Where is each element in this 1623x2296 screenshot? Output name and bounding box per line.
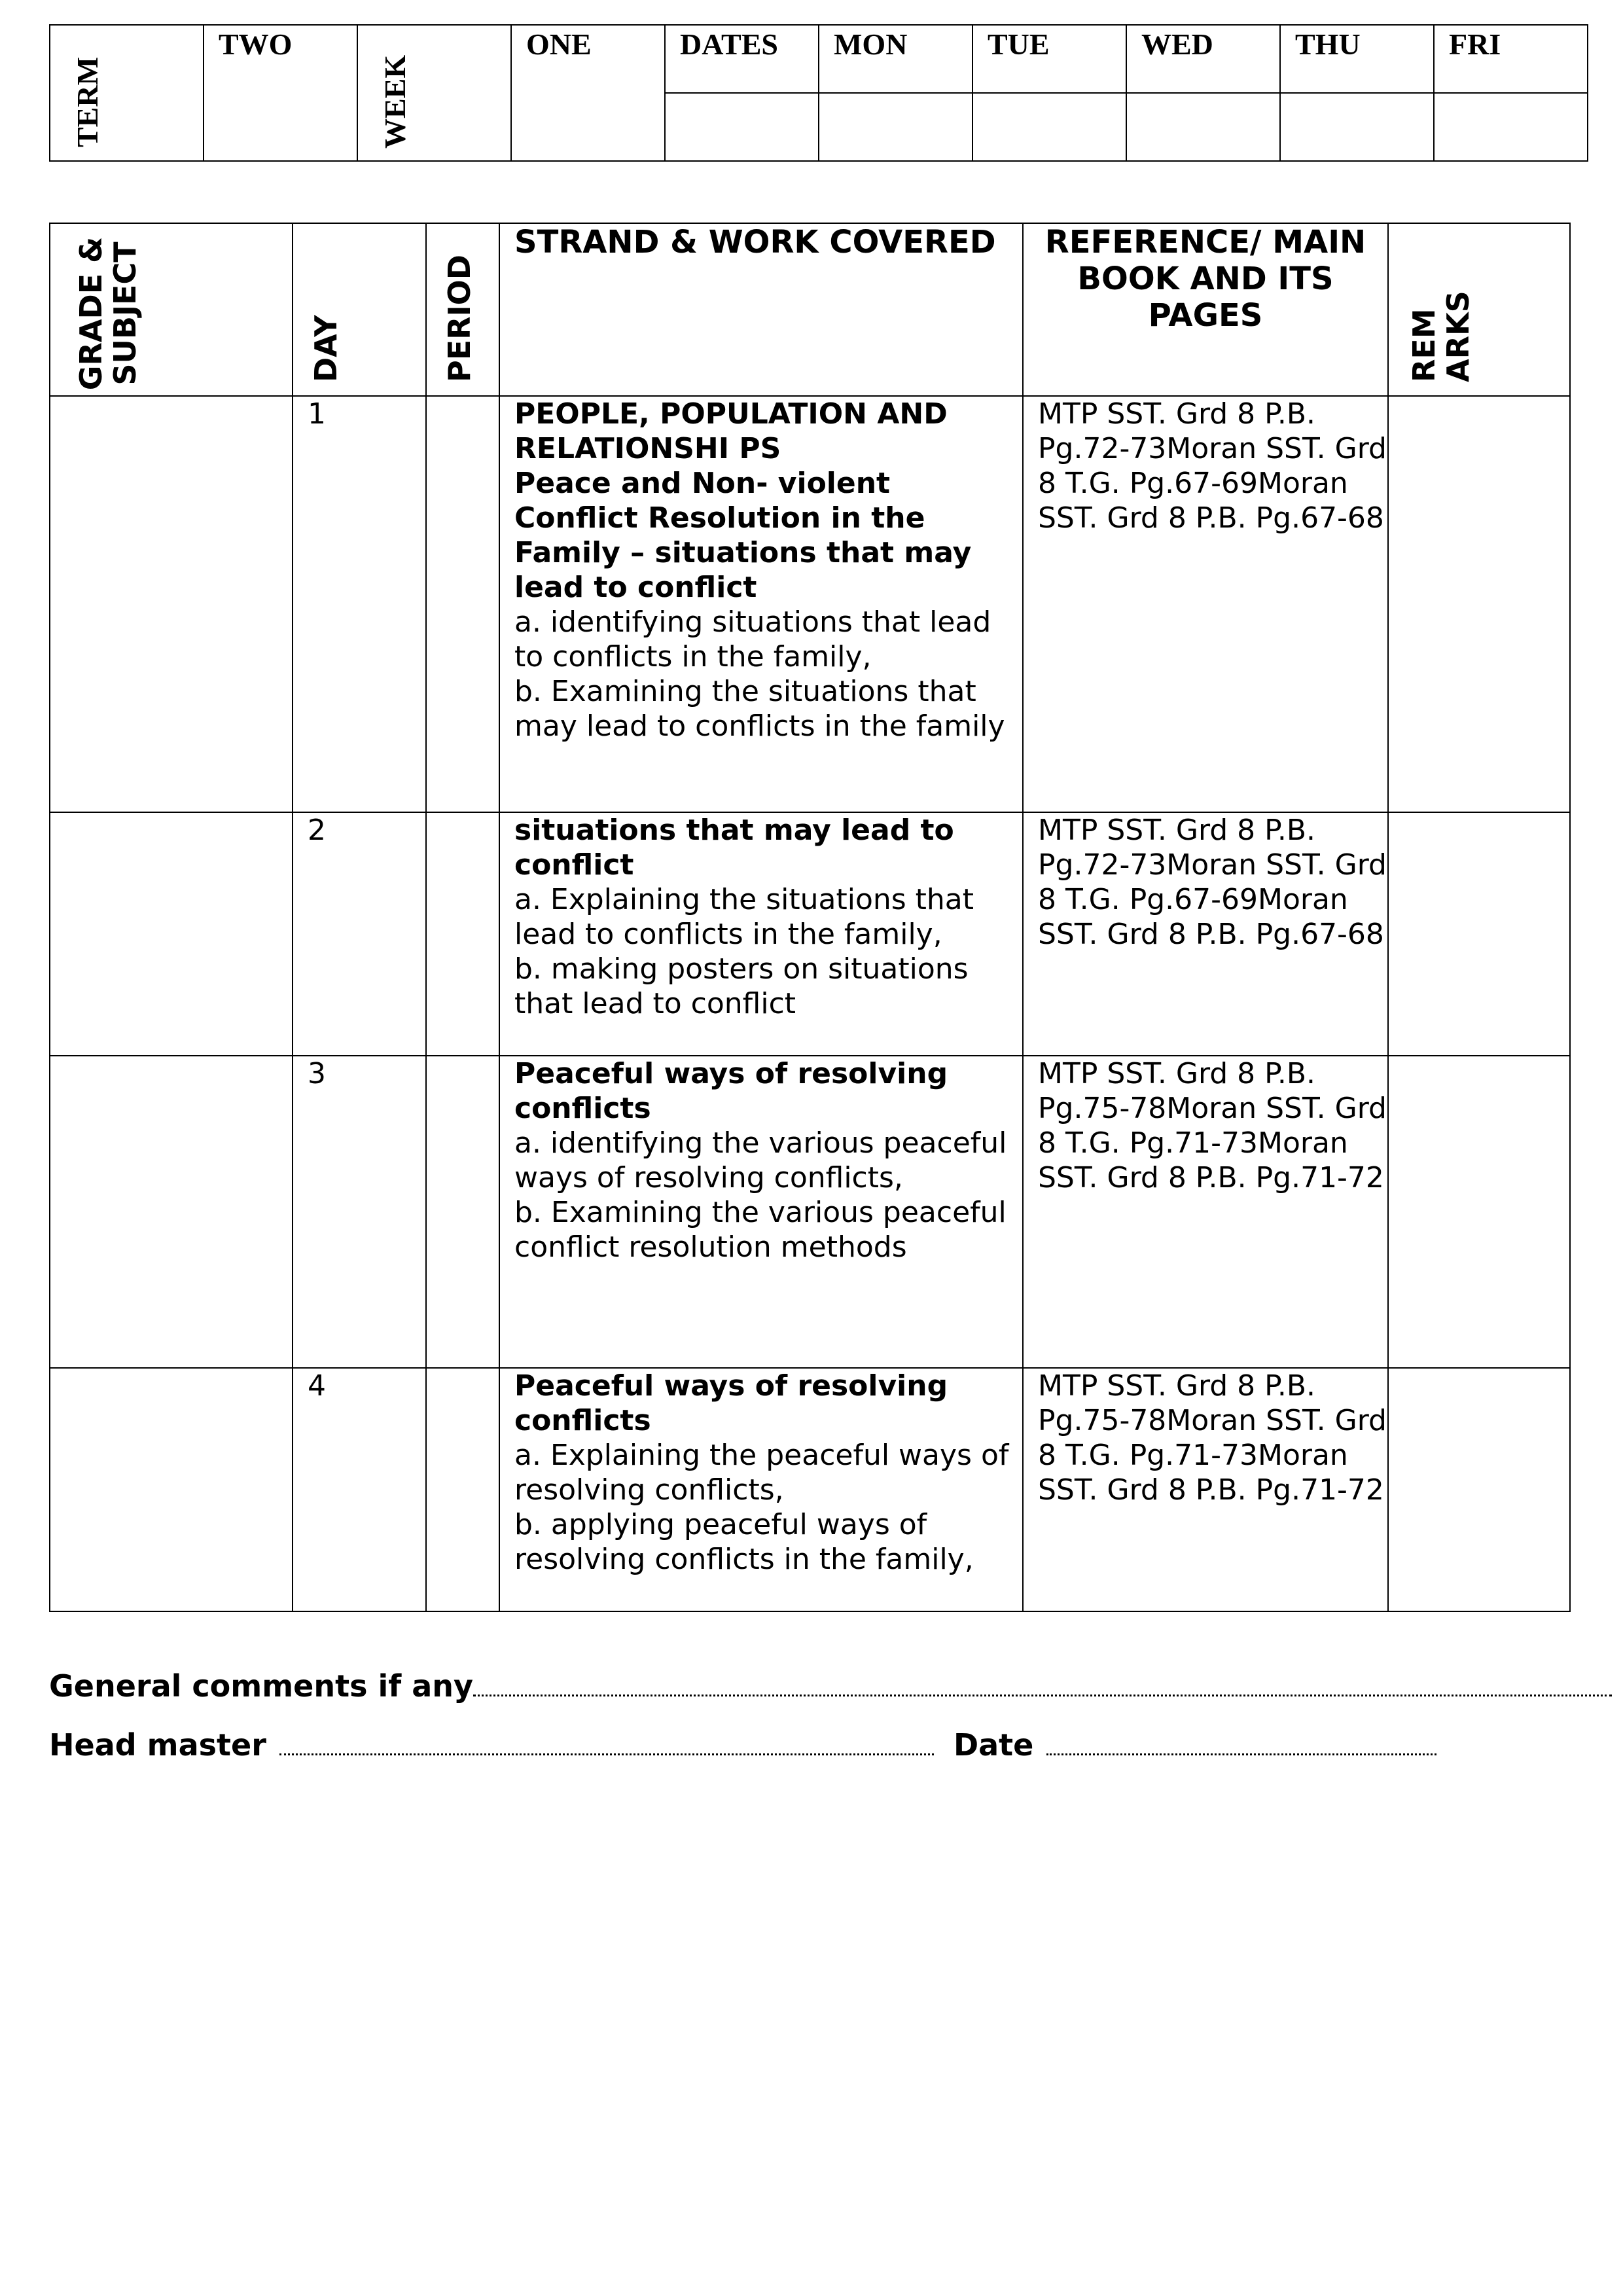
remarks-label: REMARKS: [1406, 291, 1476, 382]
strand-item-a: a. Explaining the peaceful ways of resolving conflicts,: [514, 1439, 1009, 1507]
strand-item-a: a. identifying situations that lead to conflicts in the family,: [514, 605, 991, 673]
strand-item-a: a. Explaining the situations that lead to conflicts in the family,: [514, 883, 974, 951]
date-cell-wed: [1126, 93, 1280, 161]
strand-cell: [499, 396, 1023, 812]
general-comments-field[interactable]: [473, 1668, 1612, 1696]
grade-subject-cell: [50, 1368, 293, 1611]
reference-header: REFERENCE/ MAIN BOOK AND ITS PAGES: [1023, 223, 1388, 396]
remarks-header: [1388, 223, 1570, 396]
day-header-thu: THU: [1280, 25, 1434, 93]
table-row: [50, 1368, 1570, 1611]
week-value: ONE: [511, 25, 665, 161]
dates-label: DATES: [665, 25, 819, 93]
table-row: [50, 812, 1570, 1056]
day-header-fri: FRI: [1434, 25, 1588, 93]
term-week-table: [49, 24, 1588, 162]
strand-item-b: b. Examining the situations that may lead to conflicts in the family: [514, 675, 1005, 743]
reference-cell: MTP SST. Grd 8 P.B. Pg.75-78Moran SST. Grd 8 T.G. Pg.71-73Moran SST. Grd 8 P.B. Pg.71-72: [1023, 1368, 1388, 1611]
grade-subject-cell: [50, 1056, 293, 1368]
week-label: WEEK: [378, 54, 412, 149]
strand-subtitle: Peace and Non- violent Conflict Resolution in the Family – situations that may lead to conflict: [514, 467, 972, 604]
term-label: TERM: [71, 57, 104, 147]
period-header: [426, 223, 499, 396]
period-cell: [426, 1056, 499, 1368]
strand-item-b: b. applying peaceful ways of resolving conflicts in the family,: [514, 1508, 974, 1576]
day-header-tue: TUE: [972, 25, 1126, 93]
signature-line: [49, 1727, 1436, 1763]
grade-subject-cell: [50, 396, 293, 812]
remarks-cell: [1388, 812, 1570, 1056]
day-label: DAY: [308, 315, 344, 382]
remarks-cell: [1388, 1056, 1570, 1368]
date-cell-dates: [665, 93, 819, 161]
grade-subject-label: GRADE & SUBJECT: [73, 236, 143, 391]
strand-item-b: b. making posters on situations that lead to conflict: [514, 952, 969, 1020]
reference-cell: MTP SST. Grd 8 P.B. Pg.75-78Moran SST. Grd 8 T.G. Pg.71-73Moran SST. Grd 8 P.B. Pg.71-72: [1023, 1056, 1388, 1368]
day-cell: 3: [293, 1056, 426, 1368]
week-label-cell: [357, 25, 511, 161]
grade-subject-cell: [50, 812, 293, 1056]
date-cell-thu: [1280, 93, 1434, 161]
day-header: [293, 223, 426, 396]
day-header-mon: MON: [819, 25, 972, 93]
term-value: TWO: [204, 25, 357, 161]
term-label-cell: [50, 25, 204, 161]
period-cell: [426, 1368, 499, 1611]
day-header-wed: WED: [1126, 25, 1280, 93]
reference-cell: MTP SST. Grd 8 P.B. Pg.72-73Moran SST. Grd 8 T.G. Pg.67-69Moran SST. Grd 8 P.B. Pg.67-68: [1023, 396, 1388, 812]
strand-cell: [499, 1368, 1023, 1611]
strand-cell: [499, 1056, 1023, 1368]
strand-subtitle: situations that may lead to conflict: [514, 814, 954, 882]
headmaster-label: Head master: [49, 1727, 266, 1763]
date-cell-tue: [972, 93, 1126, 161]
table-row: [50, 396, 1570, 812]
day-cell: 2: [293, 812, 426, 1056]
date-cell-mon: [819, 93, 972, 161]
strand-subtitle: Peaceful ways of resolving conflicts: [514, 1057, 948, 1125]
remarks-cell: [1388, 1368, 1570, 1611]
table-row: [50, 1056, 1570, 1368]
strand-title: PEOPLE, POPULATION AND RELATIONSHI PS: [514, 397, 948, 465]
date-cell-fri: [1434, 93, 1588, 161]
remarks-cell: [1388, 396, 1570, 812]
date-label: Date: [953, 1727, 1034, 1763]
strand-item-a: a. identifying the various peaceful ways of resolving conflicts,: [514, 1126, 1007, 1194]
date-field[interactable]: [1046, 1727, 1436, 1755]
general-comments-line: [49, 1668, 1612, 1704]
period-cell: [426, 812, 499, 1056]
lesson-plan-table: [49, 223, 1571, 1612]
strand-item-b: b. Examining the various peaceful conflict resolution methods: [514, 1196, 1007, 1264]
strand-cell: [499, 812, 1023, 1056]
period-cell: [426, 396, 499, 812]
strand-header: STRAND & WORK COVERED: [499, 223, 1023, 396]
grade-subject-header: [50, 223, 293, 396]
reference-cell: MTP SST. Grd 8 P.B. Pg.72-73Moran SST. Grd 8 T.G. Pg.67-69Moran SST. Grd 8 P.B. Pg.67-68: [1023, 812, 1388, 1056]
strand-subtitle: Peaceful ways of resolving conflicts: [514, 1369, 948, 1437]
day-cell: 1: [293, 396, 426, 812]
headmaster-field[interactable]: [279, 1727, 934, 1755]
general-comments-label: General comments if any: [49, 1668, 474, 1704]
day-cell: 4: [293, 1368, 426, 1611]
period-label: PERIOD: [442, 255, 477, 382]
